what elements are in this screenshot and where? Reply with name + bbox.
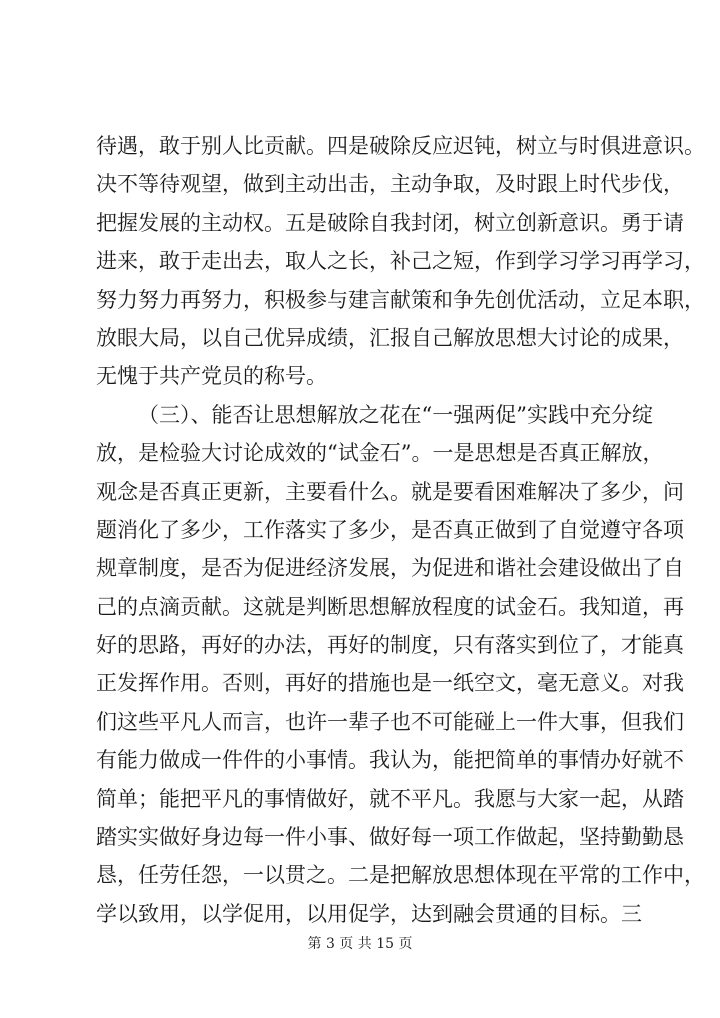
text-line: 学以致用，以学促用，以用促学，达到融会贯通的目标。三 <box>96 901 642 926</box>
paragraph-start-line: （三）、能否让思想解放之花在“一强两促”实践中充分绽 <box>138 402 653 427</box>
text-line: 踏实实做好身边每一件小事、做好每一项工作做起，坚持勤勤恳 <box>96 825 684 850</box>
text-line: 有能力做成一件件的小事情。我认为，能把简单的事情办好就不 <box>96 748 684 773</box>
text-line: 题消化了多少，工作落实了多少，是否真正做到了自觉遵守各项 <box>96 517 684 542</box>
text-line: 们这些平凡人而言，也许一辈子也不可能碰上一件大事，但我们 <box>96 709 684 734</box>
text-line: 决不等待观望，做到主动出击，主动争取，及时跟上时代步伐， <box>96 172 684 197</box>
text-line: 无愧于共产党员的称号。 <box>96 364 327 389</box>
text-line: 恳，任劳任怨，一以贯之。二是把解放思想体现在平常的工作中， <box>96 863 705 888</box>
text-line: 努力努力再努力，积极参与建言献策和争先创优活动，立足本职， <box>96 287 705 312</box>
text-line: 正发挥作用。否则，再好的措施也是一纸空文，毫无意义。对我 <box>96 671 684 696</box>
text-line: 放眼大局，以自己优异成绩，汇报自己解放思想大讨论的成果， <box>96 325 684 350</box>
text-line: 进来，敢于走出去，取人之长，补己之短，作到学习学习再学习， <box>96 249 705 274</box>
body-text <box>96 127 705 933</box>
text-line: 己的点滴贡献。这就是判断思想解放程度的试金石。我知道，再 <box>96 594 684 619</box>
page-footer <box>0 933 720 953</box>
text-line: 简单；能把平凡的事情做好，就不平凡。我愿与大家一起，从踏 <box>96 786 684 811</box>
text-line: 把握发展的主动权。五是破除自我封闭，树立创新意识。勇于请 <box>96 210 684 235</box>
page-number: 第 3 页 共 15 页 <box>307 936 413 952</box>
text-line: 观念是否真正更新，主要看什么。就是要看困难解决了多少，问 <box>96 479 684 504</box>
text-line: 好的思路，再好的办法，再好的制度，只有落实到位了，才能真 <box>96 633 684 658</box>
text-line: 待遇，敢于别人比贡献。四是破除反应迟钝，树立与时俱进意识。 <box>96 134 705 158</box>
text-line: 放，是检验大讨论成效的“试金石”。一是思想是否真正解放， <box>96 441 664 466</box>
text-line: 规章制度，是否为促进经济发展，为促进和谐社会建设做出了自 <box>96 556 684 581</box>
